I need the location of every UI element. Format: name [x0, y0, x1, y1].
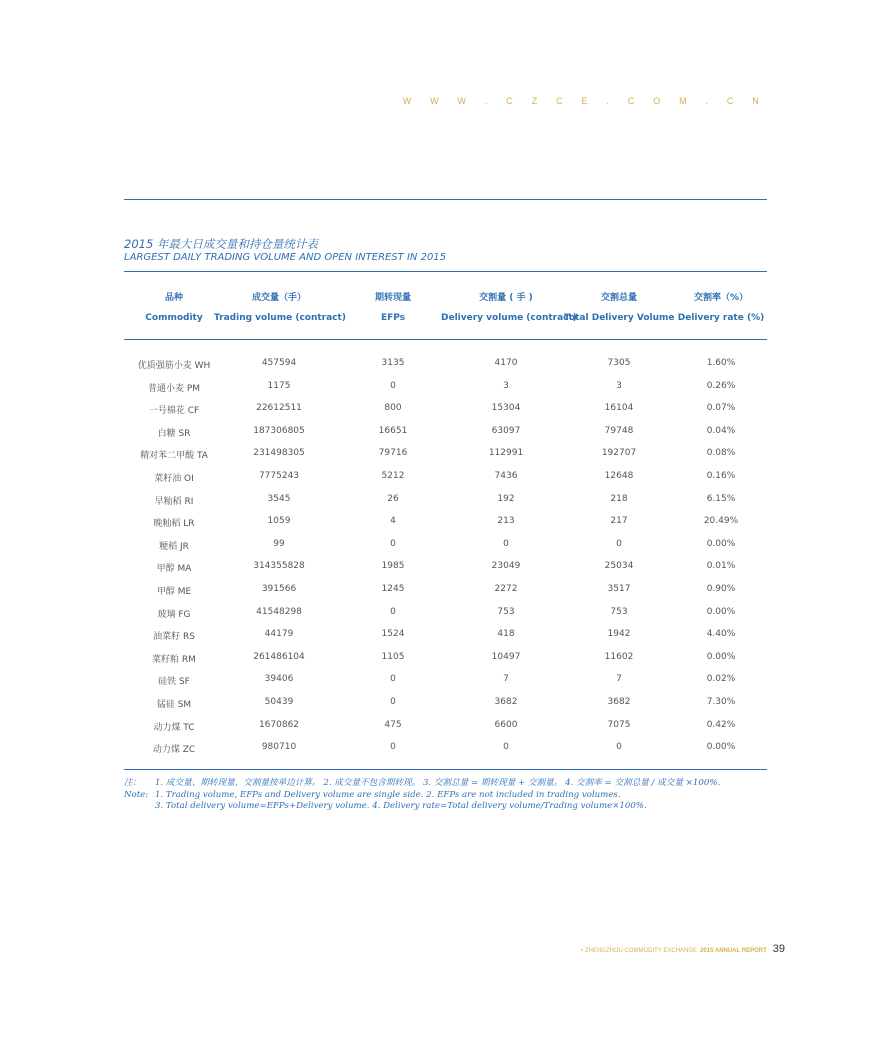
table-cell: 2272: [494, 584, 518, 594]
table-cell: 7775243: [258, 471, 300, 481]
table-cell: 动力煤 ZC: [152, 745, 196, 756]
table-cell: 26: [387, 493, 399, 504]
table-cell: 15304: [491, 403, 521, 414]
table-cell: 0: [390, 674, 396, 685]
note-line-en-2: [124, 801, 784, 813]
table-cell: 25034: [604, 561, 634, 572]
note-text-cn: 1. 成交量、期转现量、交割量按单边计算。 2. 成交量不包含期转现。 3. 交割总量 = 期转现量 + 交割量。 4. 交割率 = 交割总量 / 成交量 ×100%.: [155, 778, 721, 788]
footer-org: • ZHENGZHOU COMMODITY EXCHANGE: [581, 948, 698, 954]
table-cell: 0: [616, 538, 622, 549]
table-cell: 218: [610, 493, 628, 504]
table-cell: 16104: [604, 403, 634, 414]
table-cell: 锰硅 SM: [156, 700, 192, 710]
note-text-en-1: 1. Trading volume, EFPs and Delivery volume are single side. 2. EFPs are not included in trading volumes.: [155, 789, 621, 800]
table-cell: 0.02%: [706, 674, 736, 685]
table-cell: 0: [390, 697, 396, 707]
table-cell: 0: [390, 606, 396, 617]
note-label-en: Note:: [124, 789, 149, 800]
header-bottom-rule: [124, 339, 767, 340]
table-cell: 早籼稻 RI: [154, 496, 194, 507]
table-cell: 精对苯二甲酸 TA: [140, 451, 208, 462]
header-en-5: Delivery rate (%): [677, 313, 765, 323]
table-cell: 418: [497, 629, 515, 640]
table-cell: 7: [503, 674, 509, 685]
table-cell: 1524: [381, 629, 405, 640]
table-cell: 4: [390, 516, 396, 527]
table-cell: 白糖 SR: [157, 428, 191, 439]
header-en-2: EFPs: [380, 313, 406, 323]
table-cell: 3135: [381, 358, 405, 368]
table-cell: 3682: [494, 697, 518, 707]
table-cell: 99: [273, 538, 285, 549]
table-cell: 菜籽粕 RM: [152, 654, 196, 665]
table-cell: 5212: [381, 471, 405, 481]
table-bottom-rule: [124, 769, 767, 770]
table-cell: 475: [384, 719, 402, 730]
table-cell: 314355828: [253, 561, 305, 572]
table-cell: 甲醇 MA: [156, 564, 192, 575]
table-cell: 0.90%: [706, 584, 736, 594]
header-en-3: Delivery volume (contract): [441, 313, 577, 323]
table-cell: 753: [610, 606, 628, 617]
table-cell: 1245: [381, 584, 405, 594]
table-cell: 11602: [604, 651, 634, 662]
header-cn-3: 交割量 ( 手 ): [479, 293, 533, 303]
header-cn-0: 品种: [164, 293, 183, 303]
table-notes: [124, 778, 784, 813]
table-cell: 44179: [264, 629, 294, 640]
table-cell: 22612511: [256, 403, 302, 414]
table-cell: 1059: [267, 516, 291, 527]
table-cell: 0.16%: [706, 471, 736, 481]
table-cell: 7075: [607, 719, 631, 730]
table-cell: 1.60%: [706, 358, 736, 368]
table-cell: 0.04%: [706, 425, 736, 436]
table-cell: 0.07%: [706, 403, 736, 414]
table-cell: 玻璃 FG: [157, 609, 191, 620]
table-cell: 3: [503, 380, 509, 391]
header-cn-5: 交割率（%）: [693, 293, 749, 303]
site-url: W W W . C Z C E . C O M . C N: [402, 96, 767, 106]
table-cell: 0: [503, 538, 509, 549]
table-cell: 1942: [607, 629, 631, 640]
table-cell: 一号棉花 CF: [148, 406, 200, 417]
table-cell: 7305: [607, 358, 631, 368]
table-cell: 261486104: [253, 651, 305, 662]
table-cell: 79748: [604, 425, 634, 436]
table-cell: 0.26%: [706, 380, 736, 391]
page-number: 39: [772, 943, 785, 955]
table-cell: 0: [390, 380, 396, 391]
table-cell: 0: [390, 538, 396, 549]
table-top-rule: [124, 271, 767, 272]
table-cell: 7: [616, 674, 622, 685]
note-text-en-2: 3. Total delivery volume=EFPs+Delivery volume. 4. Delivery rate=Total delivery volume/Trading volume×100%.: [155, 801, 647, 811]
table-cell: 0.00%: [706, 742, 736, 753]
table-cell: 1985: [381, 561, 405, 572]
table-cell: 41548298: [256, 606, 302, 617]
header-en-0: Commodity: [145, 313, 203, 323]
table-cell: 晚籼稻 LR: [153, 519, 195, 530]
table-cell: 391566: [261, 584, 297, 594]
table-title-en: LARGEST DAILY TRADING VOLUME AND OPEN INTEREST IN 2015: [124, 252, 447, 263]
header-cn-1: 成交量（手）: [251, 293, 306, 303]
top-divider: [124, 199, 767, 200]
table-cell: 1105: [381, 651, 405, 662]
table-cell: 硅铁 SF: [158, 677, 190, 688]
table-cell: 6600: [494, 719, 518, 730]
table-cell: 457594: [261, 358, 297, 368]
table-cell: 800: [384, 403, 402, 414]
table-cell: 6.15%: [706, 493, 736, 504]
table-cell: 192: [497, 493, 515, 504]
table-cell: 3545: [267, 493, 291, 504]
table-cell: 0.08%: [706, 448, 736, 459]
table-cell: 4.40%: [706, 629, 736, 640]
table-cell: 3682: [607, 697, 631, 707]
table-cell: 63097: [491, 425, 521, 436]
table-cell: 1175: [267, 380, 291, 391]
table-cell: 0.00%: [706, 538, 736, 549]
header-cn-4: 交割总量: [600, 293, 637, 303]
table-cell: 菜籽油 OI: [154, 474, 194, 484]
table-cell: 0: [616, 742, 622, 753]
table-cell: 16651: [378, 425, 408, 436]
table-cell: 3: [616, 380, 622, 391]
table-cell: 4170: [494, 358, 518, 368]
table-cell: 3517: [607, 584, 631, 594]
note-indent: [124, 801, 155, 813]
table-cell: 192707: [601, 448, 637, 459]
table-cell: 79716: [378, 448, 408, 459]
table-cell: 0.42%: [706, 719, 736, 730]
note-label-cn: 注：: [124, 778, 142, 788]
table-cell: 213: [497, 516, 515, 527]
table-cell: 优质强筋小麦 WH: [137, 361, 211, 371]
table-cell: 753: [497, 606, 515, 617]
table-cell: 50439: [264, 697, 294, 707]
table-cell: 油菜籽 RS: [153, 632, 195, 643]
table-cell: 39406: [264, 674, 294, 685]
table-cell: 980710: [261, 742, 297, 753]
header-en-4: Total Delivery Volume: [564, 313, 675, 323]
table-cell: 7436: [494, 471, 518, 481]
table-cell: 甲醇 ME: [156, 587, 192, 597]
table-cell: 112991: [488, 448, 524, 459]
note-line-en-1: [124, 790, 784, 802]
table-cell: 12648: [604, 471, 634, 481]
table-cell: 0.00%: [706, 606, 736, 617]
table-cell: 10497: [491, 651, 521, 662]
table-cell: 0.01%: [706, 561, 736, 572]
table-cell: 动力煤 TC: [153, 722, 195, 733]
table-cell: 0: [503, 742, 509, 753]
table-cell: 0: [390, 742, 396, 753]
header-cn-2: 期转现量: [374, 293, 411, 303]
table-cell: 20.49%: [703, 516, 739, 527]
table-cell: 0.00%: [706, 651, 736, 662]
footer-report: 2015 ANNUAL REPORT: [700, 948, 767, 954]
table-cell: 23049: [491, 561, 521, 572]
table-cell: 7.30%: [706, 697, 736, 707]
header-en-1: Trading volume (contract): [214, 313, 346, 323]
page-footer: [581, 943, 785, 955]
note-line-cn: [124, 778, 784, 790]
table-cell: 187306805: [253, 425, 305, 436]
table-cell: 231498305: [253, 448, 305, 459]
table-cell: 217: [610, 516, 628, 527]
table-cell: 1670862: [258, 719, 300, 730]
table-title-cn: 2015 年最大日成交量和持仓量统计表: [124, 237, 318, 251]
table-cell: 粳稻 JR: [159, 541, 189, 552]
table-cell: 普通小麦 PM: [147, 383, 201, 394]
